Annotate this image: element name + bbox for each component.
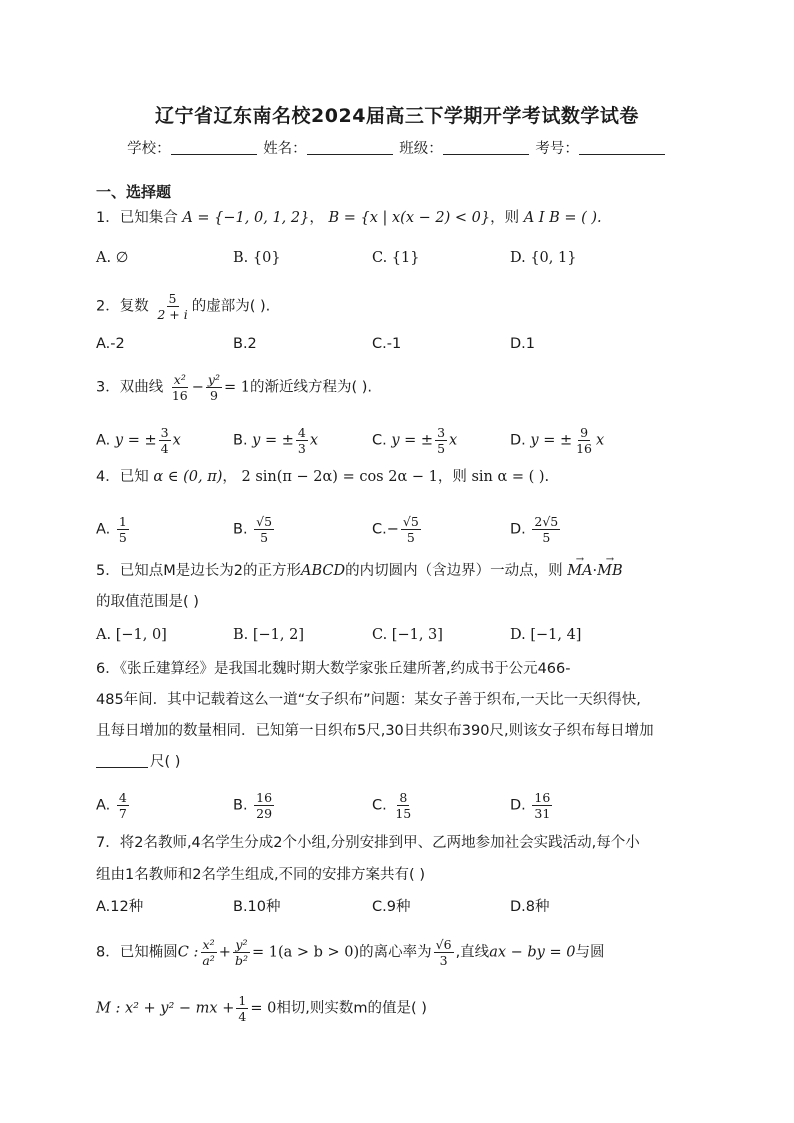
numerator: 1 <box>238 993 247 1008</box>
numerator: 2√5 <box>534 514 559 529</box>
operator: − <box>191 379 204 396</box>
fraction <box>434 937 454 968</box>
question-text: 与圆 <box>575 944 605 961</box>
numerator: 9 <box>580 425 589 440</box>
question-5-continuation: 的取值范围是( ) <box>96 594 199 610</box>
name-label: 姓名： <box>263 141 307 157</box>
school-blank[interactable] <box>171 140 257 155</box>
math-expression: α ∈ (0, π) <box>153 469 223 485</box>
math-expression: = 1(a > b > 0) <box>251 944 360 961</box>
option-b[interactable]: B.10种 <box>233 899 281 915</box>
denominator: 15 <box>395 806 412 821</box>
question-8-line-2 <box>96 993 427 1024</box>
vector-ma: → MA <box>567 561 592 581</box>
section-heading: 一、选择题 <box>96 183 172 201</box>
option-b[interactable]: B. {0} <box>233 250 281 266</box>
fraction <box>254 514 274 545</box>
denominator: a² <box>202 953 215 968</box>
numerator: 4 <box>297 425 306 440</box>
fraction <box>236 993 248 1024</box>
fraction <box>117 790 129 821</box>
fraction <box>254 790 274 821</box>
question-text: 已知点M是边长为2的正方形 <box>119 563 301 579</box>
fraction <box>532 514 560 545</box>
numerator: 4 <box>118 790 127 805</box>
question-number: 1． <box>96 210 120 226</box>
numerator: x² <box>173 372 186 387</box>
numerator: 16 <box>534 790 551 805</box>
question-text: 已知椭圆 <box>119 944 178 961</box>
numerator: √6 <box>435 937 452 952</box>
math-expression: x <box>449 432 458 449</box>
option-label: D. <box>510 521 526 538</box>
option-a[interactable] <box>96 514 131 545</box>
question-7-line-2: 组由1名教师和2名学生组成,不同的安排方案共有( ) <box>96 867 425 883</box>
question-text: 的渐近线方程为( ). <box>249 379 373 396</box>
fraction <box>206 372 222 403</box>
separator: ， <box>309 210 324 226</box>
math-expression: = 1 <box>223 379 250 396</box>
math-expression: x <box>309 432 319 449</box>
math-expression: y = ± <box>530 432 573 449</box>
option-b[interactable] <box>233 790 276 821</box>
question-text: 尺( ) <box>150 754 181 770</box>
answer-blank[interactable] <box>96 753 148 768</box>
vector-mb: → MB <box>597 561 623 581</box>
question-text: 的离心率为 <box>359 944 432 961</box>
denominator: 9 <box>209 388 218 403</box>
denominator: 16 <box>576 441 593 456</box>
question-text: ，则 <box>437 469 467 485</box>
denominator: 2 + i <box>157 307 188 322</box>
math-expression: x <box>172 432 181 449</box>
denominator: 5 <box>260 530 269 545</box>
question-1 <box>96 208 602 228</box>
option-b[interactable]: B.2 <box>233 336 257 352</box>
denominator: 5 <box>118 530 127 545</box>
question-text: ，则 <box>490 210 520 226</box>
option-c[interactable]: C. {1} <box>372 250 420 266</box>
question-text: 相切,则实数m的值是( ) <box>276 1000 427 1017</box>
math-expression: y = ± <box>252 432 294 449</box>
question-6-line-4 <box>96 752 180 772</box>
denominator: 16 <box>171 388 188 403</box>
numerator: y² <box>207 372 220 387</box>
question-text: ,直线 <box>455 944 490 961</box>
math-expression: M : x² + y² − mx + <box>96 1000 235 1017</box>
option-c[interactable]: C. [−1, 3] <box>372 627 443 643</box>
option-label: A. <box>96 432 111 449</box>
option-d[interactable]: D.8种 <box>510 899 550 915</box>
denominator: 29 <box>256 806 273 821</box>
question-text: 双曲线 <box>119 379 164 396</box>
fraction <box>532 790 552 821</box>
denominator: 7 <box>118 806 127 821</box>
math-expression: y = ± <box>114 432 157 449</box>
question-text: 的虚部为( ). <box>191 298 271 315</box>
question-8 <box>96 937 604 968</box>
denominator: 5 <box>437 441 446 456</box>
option-d[interactable]: D. [−1, 4] <box>510 627 582 643</box>
option-label: B. <box>233 521 248 538</box>
fraction <box>155 291 189 322</box>
operator: + <box>218 944 231 961</box>
option-c[interactable] <box>372 514 423 545</box>
option-label: B. <box>233 432 248 449</box>
question-number: 8． <box>96 944 120 961</box>
denominator: 3 <box>297 441 306 456</box>
question-7: 7．将2名教师,4名学生分成2个小组,分别安排到甲、乙两地参加社会实践活动,每个小 <box>96 835 640 851</box>
fraction <box>401 514 421 545</box>
option-a[interactable]: A. ∅ <box>96 250 129 266</box>
option-b[interactable] <box>233 514 276 545</box>
denominator: 5 <box>542 530 551 545</box>
option-c[interactable] <box>372 425 457 456</box>
question-3 <box>96 372 372 403</box>
option-label: C. <box>372 432 387 449</box>
denominator: 31 <box>534 806 551 821</box>
fraction <box>393 790 413 821</box>
student-info-line <box>0 137 794 158</box>
option-label: C. <box>372 797 387 814</box>
fraction <box>159 425 171 456</box>
option-c[interactable] <box>372 790 415 821</box>
question-text: 已知 <box>119 469 149 485</box>
separator: ， <box>222 469 237 485</box>
number-label: 考号： <box>535 141 579 157</box>
option-c[interactable]: C.-1 <box>372 336 402 352</box>
option-label: A. <box>96 797 111 814</box>
option-label: B. <box>233 797 248 814</box>
math-set-a: A = {−1, 0, 1, 2} <box>182 210 310 226</box>
numerator: y² <box>235 937 248 952</box>
fraction <box>200 937 216 968</box>
numerator: √5 <box>256 514 273 529</box>
option-c[interactable]: C.9种 <box>372 899 411 915</box>
denominator: 4 <box>238 1009 247 1024</box>
math-expression: 2 sin(π − 2α) = cos 2α − 1 <box>241 469 438 485</box>
math-set-b: B = {x | x(x − 2) < 0} <box>328 210 491 226</box>
class-blank[interactable] <box>443 140 529 155</box>
option-label: D. <box>510 432 526 449</box>
option-d[interactable] <box>510 425 604 456</box>
option-a[interactable] <box>96 425 181 456</box>
option-a[interactable]: A.-2 <box>96 336 125 352</box>
denominator: 3 <box>439 953 448 968</box>
school-label: 学校： <box>127 141 171 157</box>
math-expression: A I B = ( ). <box>523 210 602 226</box>
option-d[interactable] <box>510 514 562 545</box>
math-expression: sin α = ( ). <box>471 469 550 485</box>
name-blank[interactable] <box>307 140 393 155</box>
operator: · <box>592 563 598 579</box>
question-5 <box>96 561 623 581</box>
math-expression: x <box>596 432 605 449</box>
numerator: 16 <box>256 790 273 805</box>
question-number: 5． <box>96 563 120 579</box>
option-label: D. <box>510 797 526 814</box>
fraction <box>117 514 129 545</box>
question-text: 已知集合 <box>119 210 178 226</box>
fraction <box>233 937 250 968</box>
numerator: √5 <box>402 514 419 529</box>
numerator: 5 <box>168 291 177 306</box>
option-b[interactable]: B. [−1, 2] <box>233 627 305 643</box>
option-a[interactable]: A. [−1, 0] <box>96 627 167 643</box>
fraction <box>296 425 308 456</box>
question-2 <box>96 291 270 322</box>
numerator: x² <box>202 937 215 952</box>
option-label: C.− <box>372 521 399 538</box>
numerator: 3 <box>437 425 446 440</box>
denominator: 5 <box>406 530 415 545</box>
math-expression: ABCD <box>300 563 346 579</box>
fraction <box>170 372 190 403</box>
fraction <box>435 425 447 456</box>
math-expression: ax − by = 0 <box>489 944 576 961</box>
question-text: 的内切圆内（含边界）一动点，则 <box>345 563 563 579</box>
question-6-line-2: 485年间．其中记载着这么一道“女子织布”问题：某女子善于织布,一天比一天织得快, <box>96 692 641 708</box>
question-text: 复数 <box>119 298 149 315</box>
question-4 <box>96 467 549 487</box>
option-b[interactable] <box>233 425 318 456</box>
numerator: 1 <box>118 514 127 529</box>
question-6-line-3: 且每日增加的数量相同．已知第一日织布5尺,30日共织布390尺,则该女子织布每日增加 <box>96 723 654 739</box>
math-expression: = 0 <box>250 1000 277 1017</box>
fraction <box>574 425 594 456</box>
numerator: 3 <box>160 425 169 440</box>
option-a[interactable]: A.12种 <box>96 899 144 915</box>
question-number: 4． <box>96 469 120 485</box>
option-d[interactable]: D.1 <box>510 336 535 352</box>
class-label: 班级： <box>399 141 443 157</box>
numerator: 8 <box>399 790 408 805</box>
question-number: 3． <box>96 379 120 396</box>
denominator: 4 <box>160 441 169 456</box>
option-d[interactable]: D. {0, 1} <box>510 250 577 266</box>
option-d[interactable] <box>510 790 554 821</box>
number-blank[interactable] <box>579 140 665 155</box>
question-number: 2． <box>96 298 120 315</box>
option-a[interactable] <box>96 790 131 821</box>
question-6: 6．《张丘建算经》是我国北魏时期大数学家张丘建所著,约成书于公元466- <box>96 661 571 677</box>
math-expression: y = ± <box>391 432 434 449</box>
math-expression: C : <box>177 944 199 961</box>
denominator: b² <box>234 953 248 968</box>
option-label: A. <box>96 521 111 538</box>
exam-title: 辽宁省辽东南名校2024届高三下学期开学考试数学试卷 <box>155 105 639 127</box>
